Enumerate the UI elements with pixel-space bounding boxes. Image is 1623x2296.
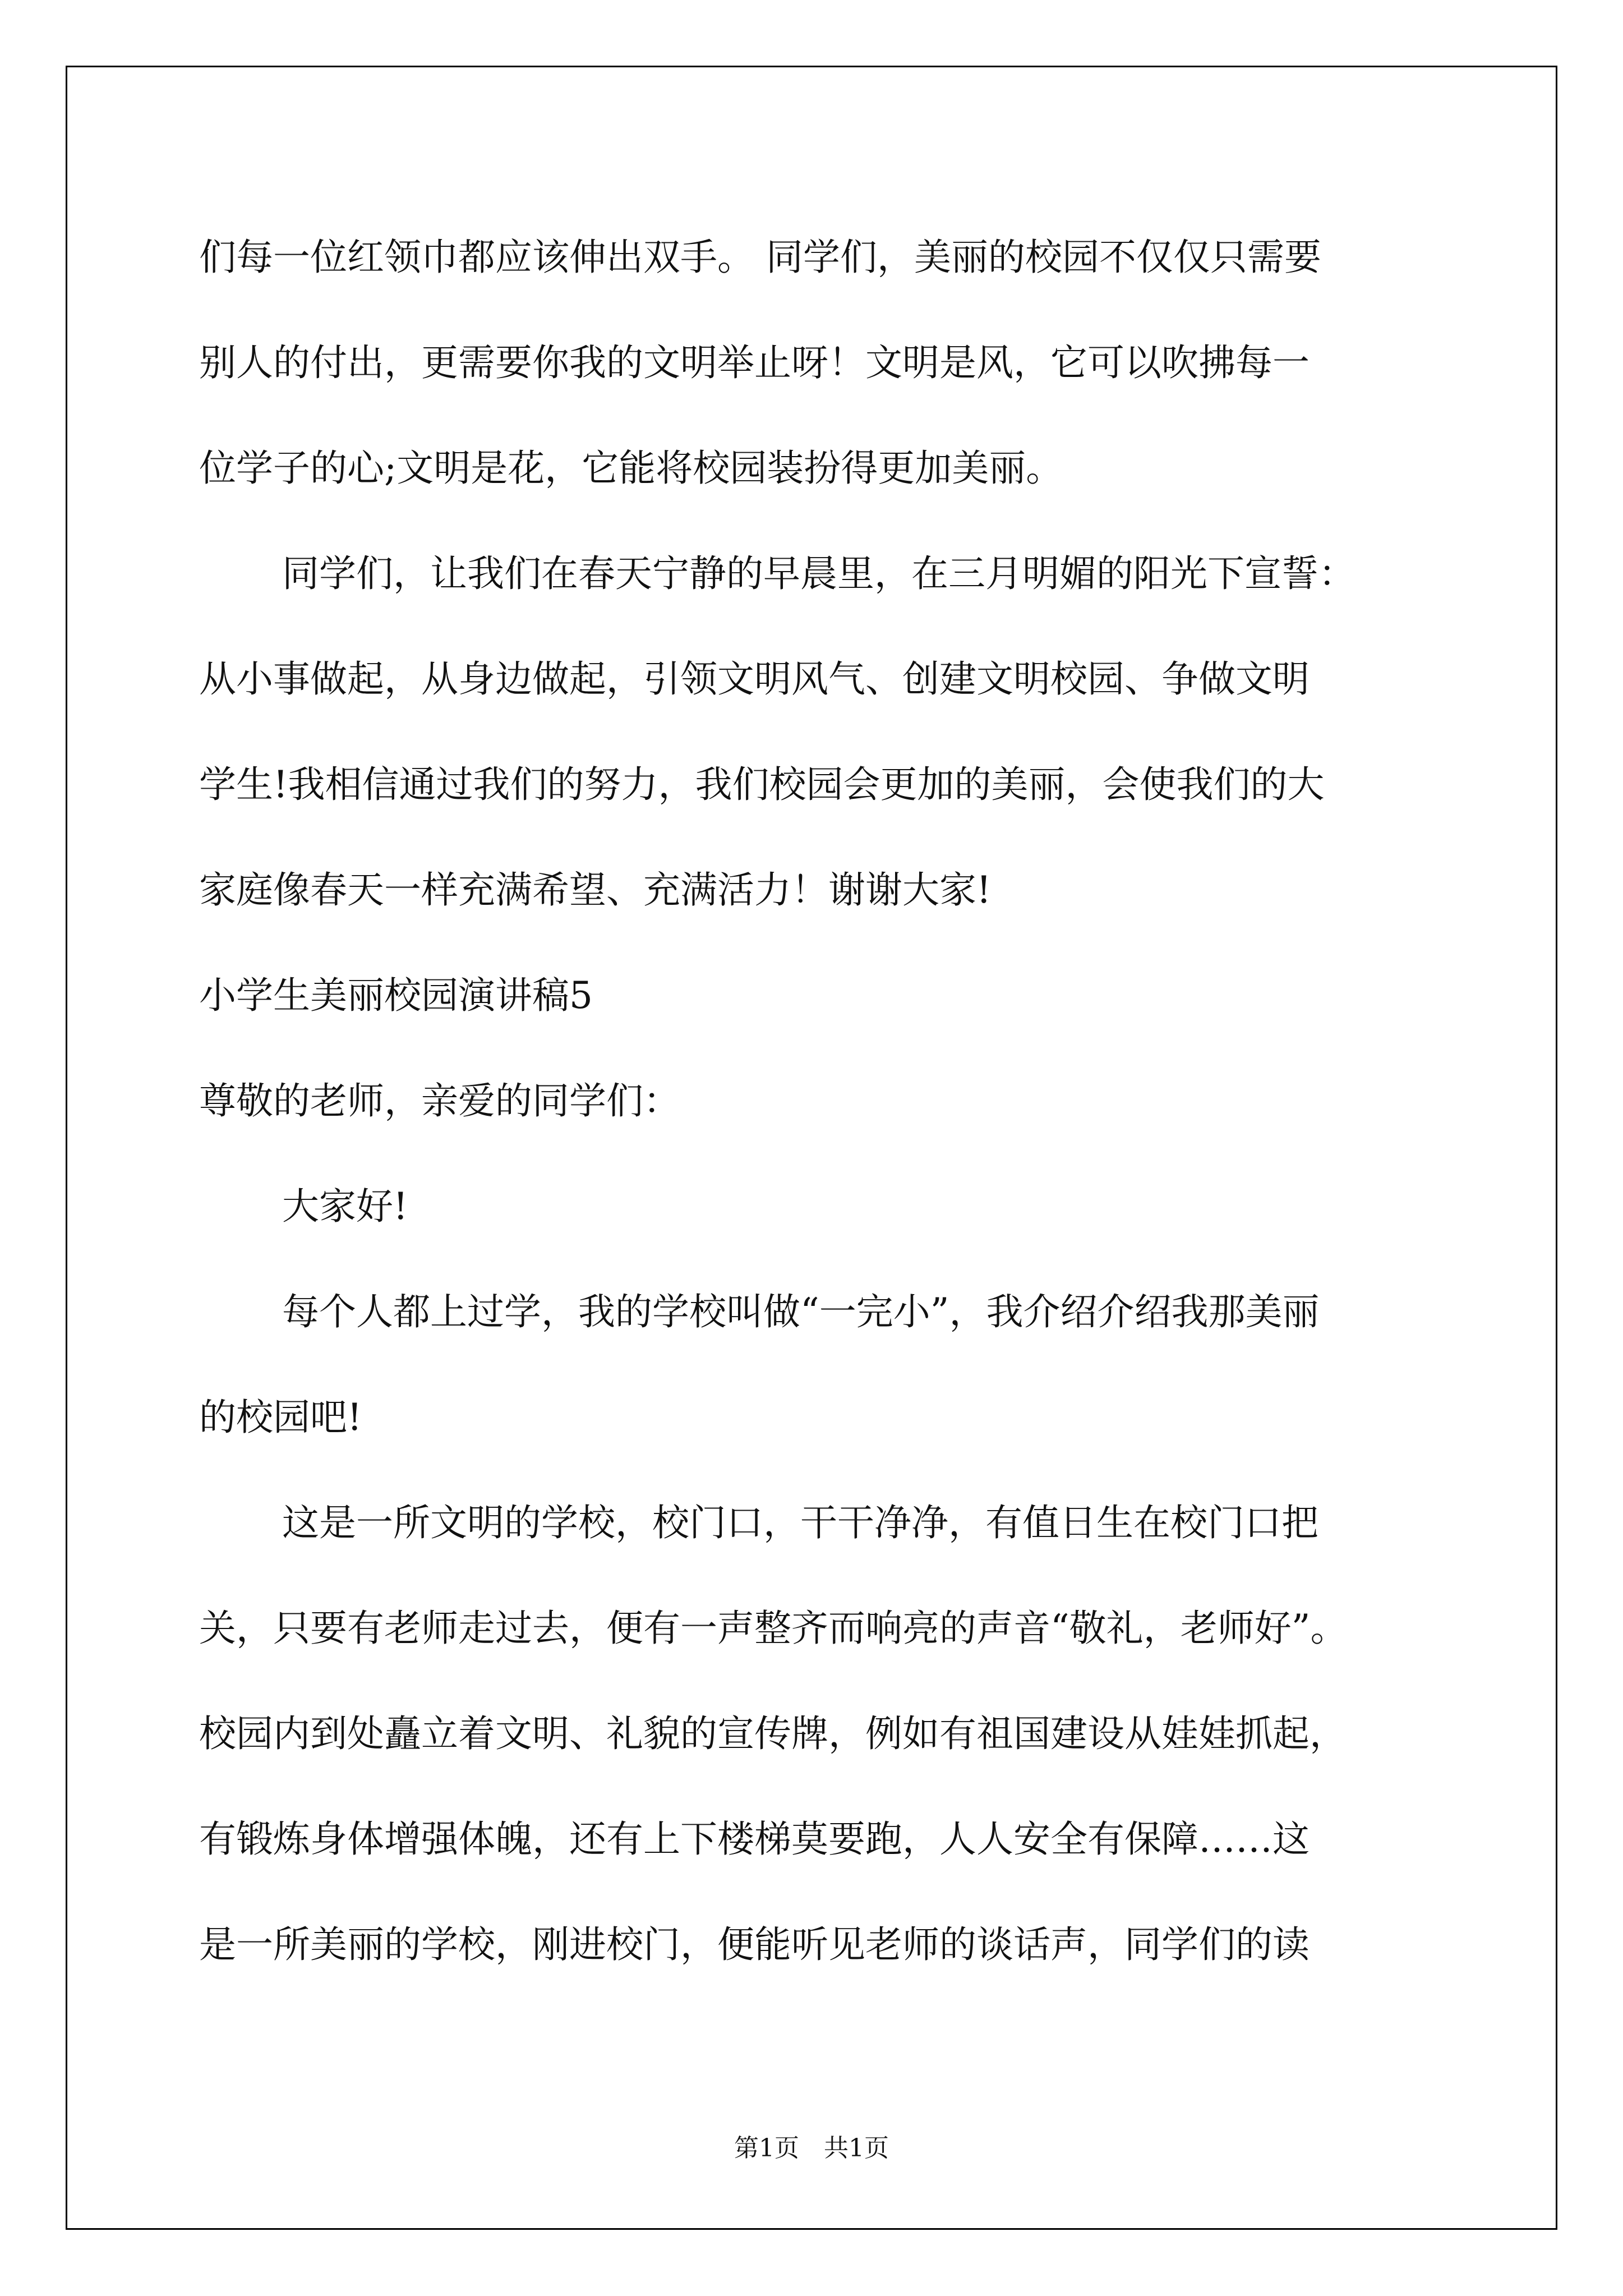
text-line: 家庭像春天一样充满希望、充满活力！谢谢大家! (199, 868, 992, 912)
text-line: 同学们，让我们在春天宁静的早晨里，在三月明媚的阳光下宣誓： (282, 552, 1355, 595)
text-line: 位学子的心;文明是花，它能将校园装扮得更加美丽。 (199, 447, 1063, 490)
text-line: 校园内到处矗立着文明、礼貌的宣传牌，例如有祖国建设从娃娃抓起， (199, 1712, 1347, 1755)
text-line: 这是一所文明的学校，校门口，干干净净，有值日生在校门口把 (282, 1501, 1318, 1544)
text-line: 关，只要有老师走过去，便有一声整齐而响亮的声音“敬礼，老师好”。 (199, 1607, 1348, 1650)
text-line: 学生!我相信通过我们的努力，我们校园会更加的美丽，会使我们的大 (199, 763, 1325, 806)
text-line: 每个人都上过学，我的学校叫做“一完小”，我介绍介绍我那美丽 (282, 1290, 1320, 1333)
text-line: 有锻炼身体增强体魄，还有上下楼梯莫要跑，人人安全有保障……这 (199, 1818, 1310, 1861)
text-line: 是一所美丽的学校，刚进校门，便能听见老师的谈话声，同学们的读 (199, 1923, 1310, 1966)
greeting: 大家好! (282, 1185, 408, 1228)
page-footer: 第1页 共1页 (734, 2134, 889, 2162)
section-heading: 小学生美丽校园演讲稿5 (199, 974, 593, 1017)
document-body (199, 205, 1489, 1998)
text-line: 别人的付出，更需要你我的文明举止呀！文明是风，它可以吹拂每一 (199, 341, 1310, 384)
text-line: 从小事做起，从身边做起，引领文明风气、创建文明校园、争做文明 (199, 657, 1310, 701)
text-line: 们每一位红领巾都应该伸出双手。 同学们，美丽的校园不仅仅只需要 (199, 236, 1321, 279)
salutation: 尊敬的老师，亲爱的同学们： (199, 1079, 680, 1122)
text-line: 的校园吧! (199, 1396, 362, 1439)
